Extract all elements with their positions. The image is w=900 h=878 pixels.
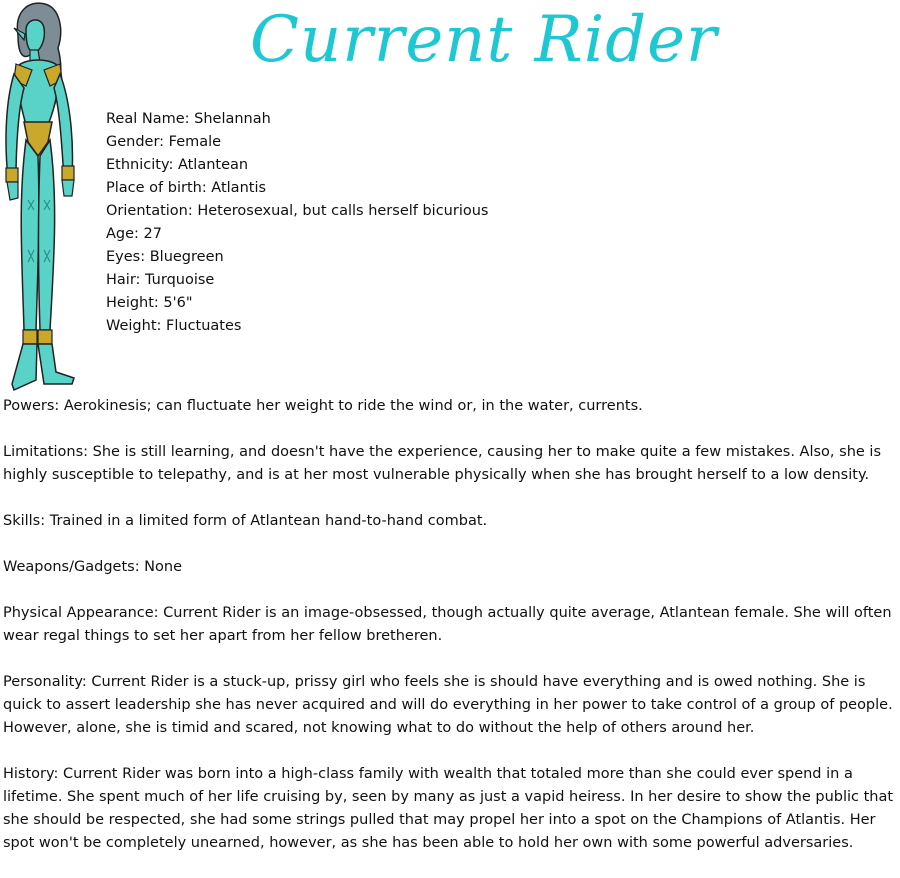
stat-real-name: Real Name: Shelannah (106, 111, 271, 127)
personality-paragraph: Personality: Current Rider is a stuck-up, prissy girl who feels she is should have everything and is owed nothing. She is quick to assert leadership she has never acquired and will do everything in her power to take control of a group of people. However, alone, she is timid and scared, not knowing what to do without the help of others around her. (3, 674, 893, 736)
history-paragraph: History: Current Rider was born into a high-class family with wealth that totaled more than she could ever spend in a lifetime. She spent much of her life cruising by, seen by many as just a vapid heiress. In her desire to show the public that she should be respected, she had some strings pulled that may propel her into a spot on the Champions of Atlantis. Her spot won't be completely unearned, however, as she has been able to hold her own with some powerful adversaries. (3, 766, 894, 851)
character-stats (106, 108, 488, 338)
appearance-paragraph: Physical Appearance: Current Rider is an image-obsessed, though actually quite average, Atlantean female. She will often wear regal things to set her apart from her fellow bretheren. (3, 605, 892, 644)
weapons-paragraph: Weapons/Gadgets: None (3, 559, 183, 575)
character-description (3, 395, 897, 878)
stat-age: Age: 27 (106, 226, 162, 242)
stat-place-of-birth: Place of birth: Atlantis (106, 180, 267, 196)
limitations-paragraph: Limitations: She is still learning, and doesn't have the experience, causing her to make quite a few mistakes. Also, she is highly susceptible to telepathy, and is at her most vulnerable physically when she has brought herself to a low density. (3, 444, 881, 483)
powers-paragraph: Powers: Aerokinesis; can fluctuate her weight to ride the wind or, in the water, currents. (3, 398, 643, 414)
character-illustration (0, 0, 90, 395)
stat-eyes: Eyes: Bluegreen (106, 249, 224, 265)
stat-height: Height: 5'6" (106, 295, 193, 311)
stat-hair: Hair: Turquoise (106, 272, 215, 288)
skills-paragraph: Skills: Trained in a limited form of Atlantean hand-to-hand combat. (3, 513, 488, 529)
stat-orientation: Orientation: Heterosexual, but calls herself bicurious (106, 203, 489, 219)
stat-ethnicity: Ethnicity: Atlantean (106, 157, 249, 173)
stat-weight: Weight: Fluctuates (106, 318, 242, 334)
page-title: Current Rider (250, 3, 718, 77)
stat-gender: Gender: Female (106, 134, 222, 150)
